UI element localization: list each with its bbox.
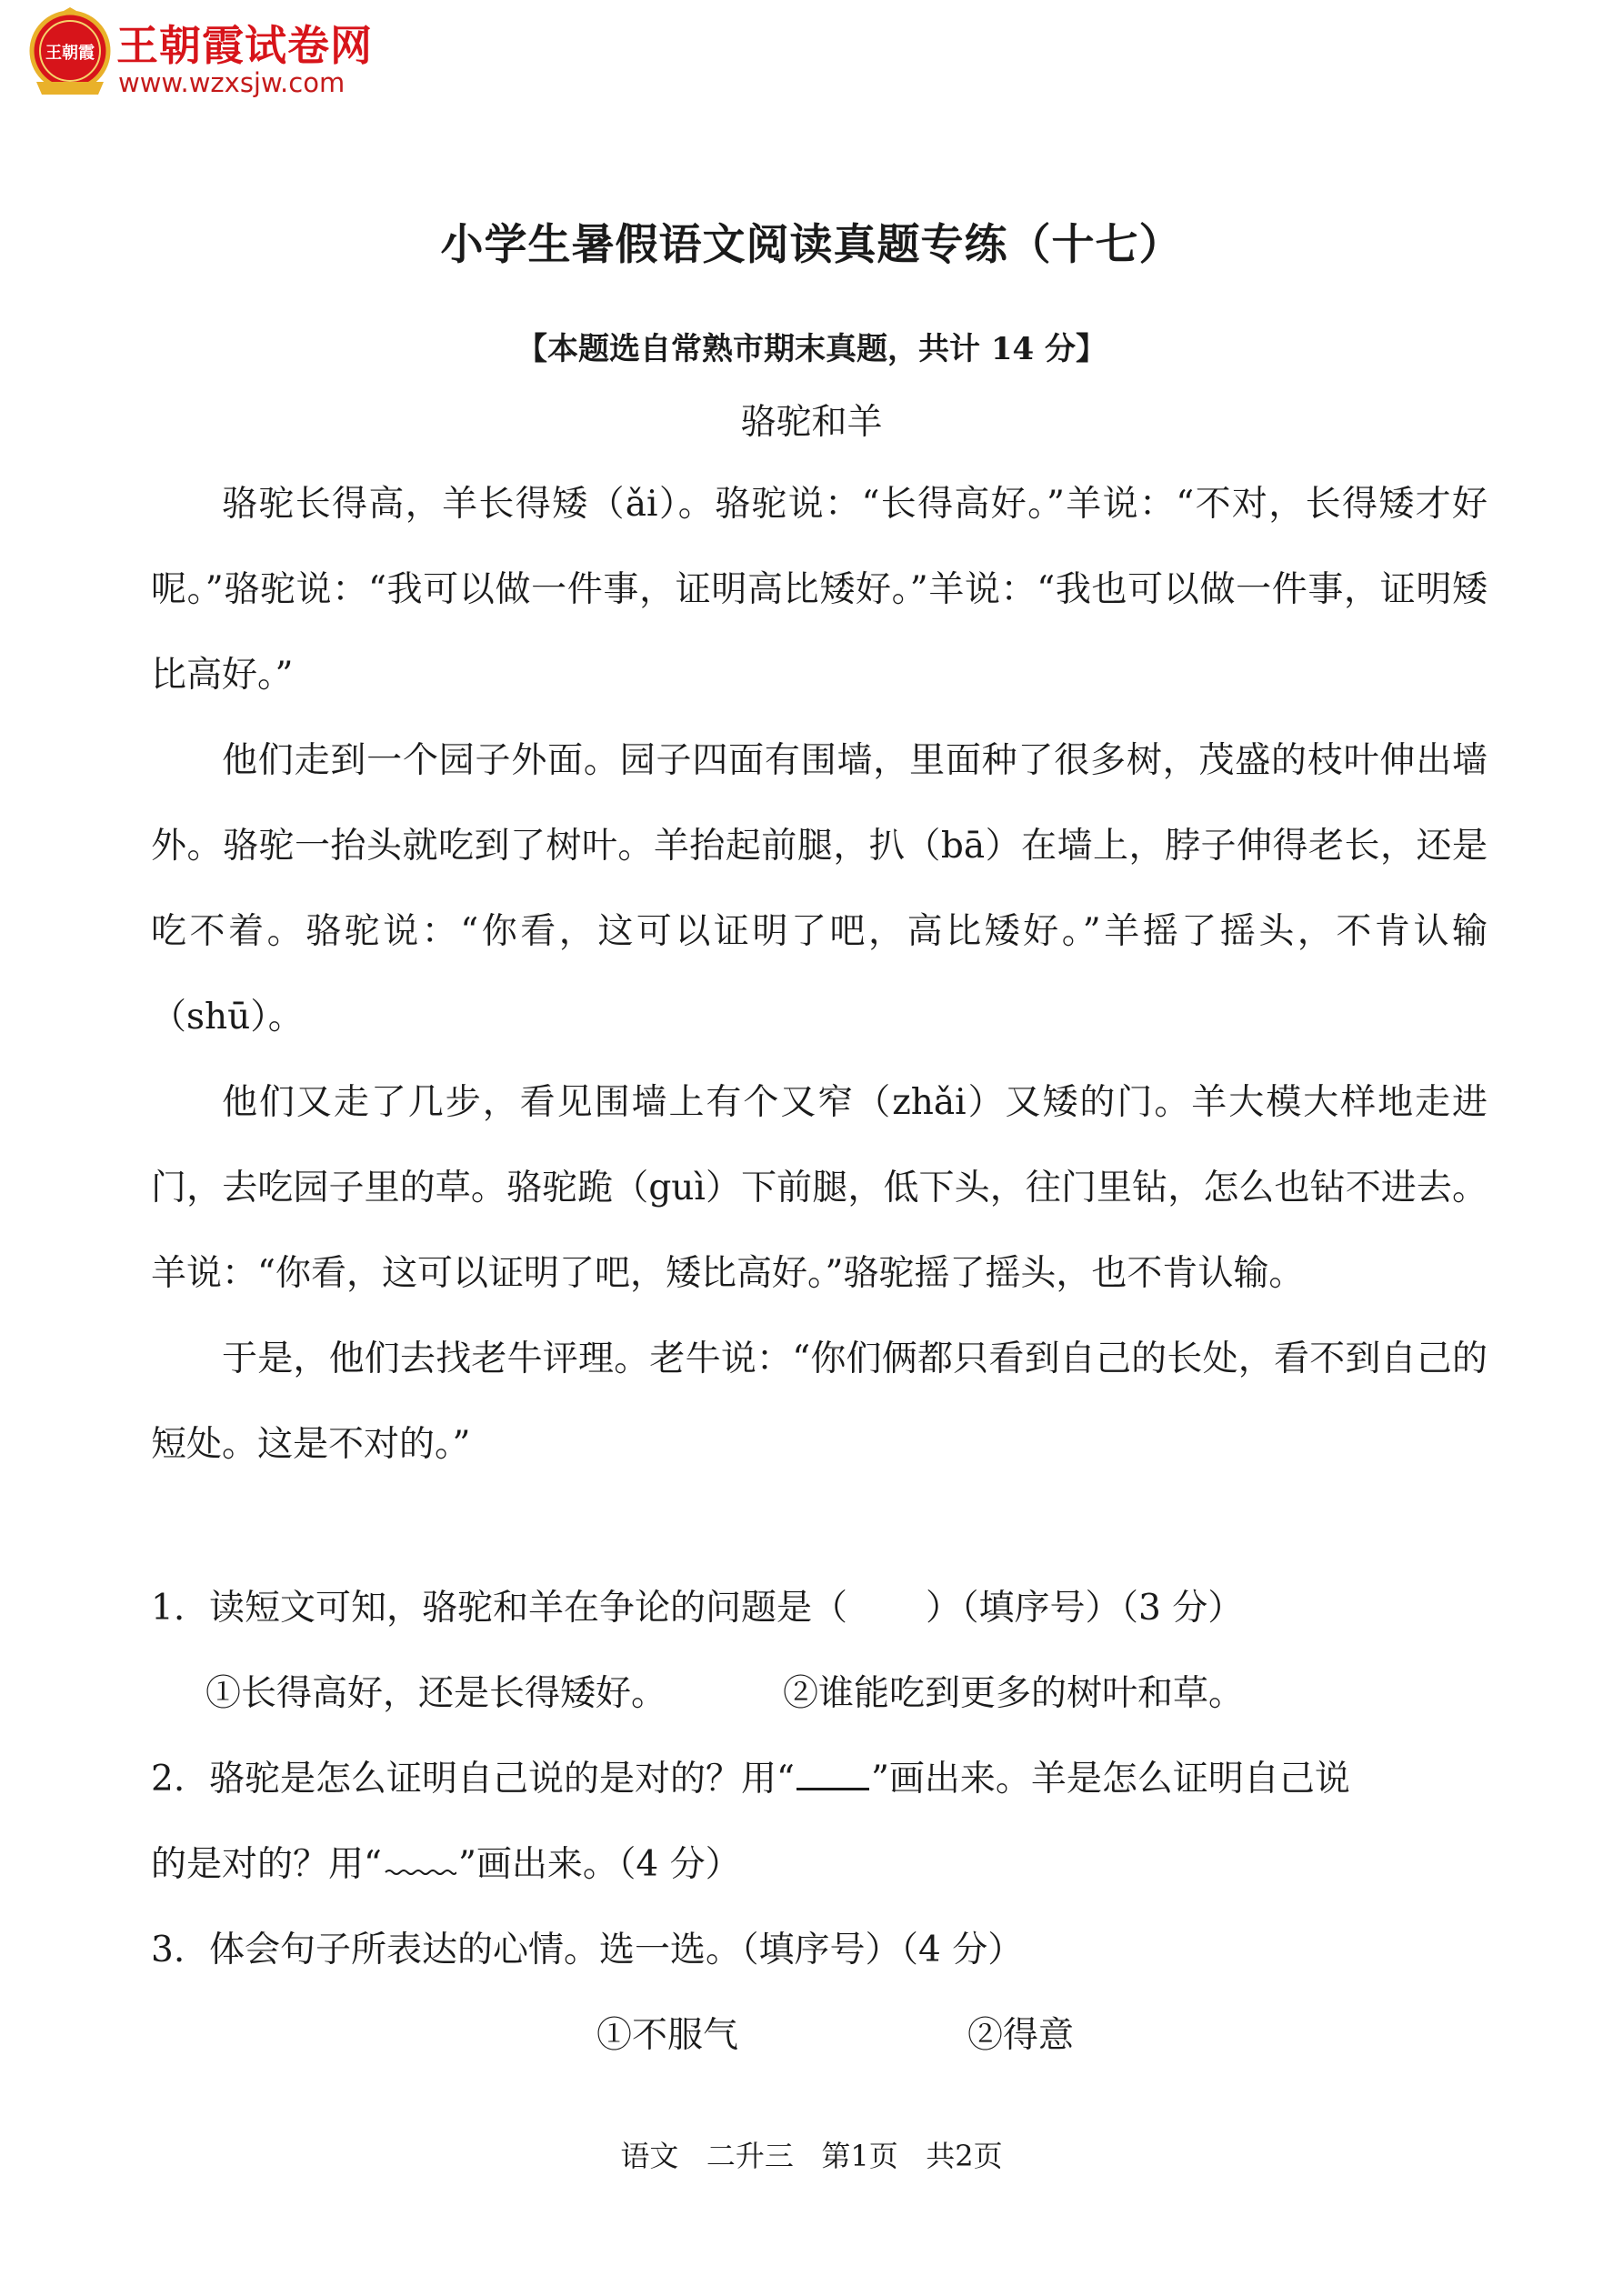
paragraph: 骆驼长得高，羊长得矮（ǎi）。骆驼说：“长得高好。”羊说：“不对，长得矮才好呢。”骆驼说：“我可以做一件事，证明高比矮好。”羊说：“我也可以做一件事，证明矮比高好。” (151, 484, 1488, 696)
question-text: 的是对的？用“ (151, 1844, 382, 1885)
passage-title: 骆驼和羊 (740, 402, 883, 443)
question-text: 骆驼是怎么证明自己说的是对的？用“ (209, 1759, 795, 1800)
reading-passage (151, 462, 1488, 1488)
seal-icon (27, 7, 113, 100)
question-3-options (151, 1993, 1488, 2079)
site-url[interactable]: www.wzxsjw.com (118, 67, 346, 98)
question-text: ”画出来。（4 分） (457, 1844, 741, 1885)
question-number: 3. (151, 1930, 185, 1970)
page-title: 小学生暑假语文阅读真题专练（十七） (440, 220, 1183, 270)
question-number: 1. (151, 1588, 185, 1629)
question-3 (151, 1908, 1488, 1993)
paragraph: 于是，他们去找老牛评理。老牛说：“你们俩都只看到自己的长处，看不到自己的短处。这是不对的。” (151, 1338, 1488, 1465)
svg-text:王朝霞: 王朝霞 (45, 44, 95, 63)
paragraph: 他们走到一个园子外面。园子四面有围墙，里面种了很多树，茂盛的枝叶伸出墙外。骆驼一抬头就吃到了树叶。羊抬起前腿，扒（bā）在墙上，脖子伸得老长，还是吃不着。骆驼说：“你看，这可以证明了吧，高比矮好。”羊摇了摇头，不肯认输（shū）。 (151, 740, 1488, 1038)
question-text: ）（填序号）（3 分） (926, 1588, 1244, 1629)
question-1-options (151, 1651, 1488, 1737)
option-2[interactable]: ②得意 (967, 2015, 1075, 2056)
wavy-underline-mark (384, 1849, 456, 1876)
question-text: 读短文可知，骆驼和羊在争论的问题是（ (209, 1588, 848, 1629)
straight-underline-mark (796, 1760, 869, 1790)
question-text: 体会句子所表达的心情。选一选。（填序号）（4 分） (209, 1930, 1024, 1970)
brand-name: 王朝霞试卷网 (116, 21, 373, 70)
question-1 (151, 1566, 1488, 1651)
question-2 (151, 1737, 1488, 1822)
question-2-continued (151, 1822, 1488, 1908)
option-1[interactable]: ①不服气 (596, 2015, 739, 2056)
question-list (151, 1566, 1488, 2079)
question-source: 【本题选自常熟市期末真题，共计 14 分】 (516, 331, 1107, 367)
option-2[interactable]: ②谁能吃到更多的树叶和草。 (783, 1673, 1245, 1714)
page-footer: 语文 二升三 第1页 共2页 (620, 2139, 1003, 2173)
site-logo[interactable] (27, 7, 391, 100)
question-number: 2. (151, 1759, 185, 1800)
question-text: ”画出来。羊是怎么证明自己说 (870, 1759, 1350, 1800)
option-1[interactable]: ①长得高好，还是长得矮好。 (205, 1673, 667, 1714)
paragraph: 他们又走了几步，看见围墙上有个又窄（zhǎi）又矮的门。羊大模大样地走进门，去吃园子里的草。骆驼跪（guì）下前腿，低下头，往门里钻，怎么也钻不进去。羊说：“你看，这可以证明了吧，矮比高好。”骆驼摇了摇头，也不肯认输。 (151, 1082, 1488, 1294)
